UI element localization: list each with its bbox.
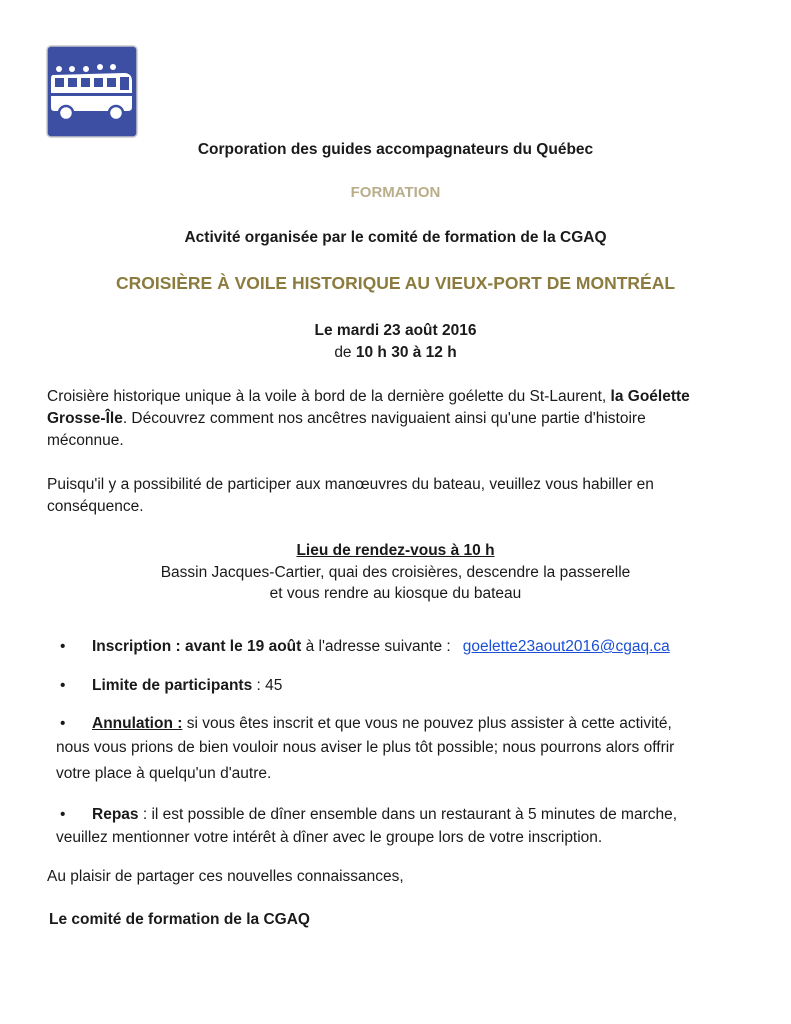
location-heading: Lieu de rendez-vous à 10 h (296, 542, 495, 559)
bullet-annulation: • (60, 715, 66, 732)
meal-line-2: veuillez mentionner votre intérêt à dîner avec le groupe lors de votre inscription. (56, 829, 603, 846)
bullet-inscription: • (60, 638, 66, 655)
boat-name-part1: la Goélette (610, 388, 690, 405)
organization-name: Corporation des guides accompagnateurs du Québec (197, 141, 594, 158)
event-time-range: 10 h 30 à 12 h (355, 344, 457, 361)
participant-limit-item: Limite de participants : 45 (92, 677, 283, 694)
cancellation-item: Annulation : si vous êtes inscrit et que vous ne pouvez plus assister à cette activité, (92, 715, 672, 732)
section-label: FORMATION (350, 184, 441, 201)
meal-item: Repas : il est possible de dîner ensemble dans un restaurant à 5 minutes de marche, (92, 806, 678, 823)
bullet-repas: • (60, 806, 66, 823)
activity-subtitle: Activité organisée par le comité de formation de la CGAQ (184, 229, 607, 246)
cancellation-line-2: nous vous prions de bien vouloir nous aviser le plus tôt possible; nous pourrons alors offrir (56, 739, 675, 756)
clothing-paragraph: Puisqu'il y a possibilité de participer aux manœuvres du bateau, veuillez vous habiller en conséquence. (47, 476, 654, 515)
location-line-2: et vous rendre au kiosque du bateau (269, 585, 522, 602)
page-title: CROISIÈRE À VOILE HISTORIQUE AU VIEUX-PORT DE MONTRÉAL (115, 273, 676, 293)
event-time: de 10 h 30 à 12 h (334, 344, 457, 361)
closing-line: Au plaisir de partager ces nouvelles connaissances, (47, 868, 404, 885)
boat-name-part2: Grosse-Île (47, 410, 123, 427)
bullet-limite: • (60, 677, 66, 694)
cancellation-line-3: votre place à quelqu'un d'autre. (56, 765, 272, 782)
registration-email-link[interactable]: goelette23aout2016@cgaq.ca (462, 638, 670, 655)
inscription-item: Inscription : avant le 19 août à l'adresse suivante : goelette23aout2016@cgaq.ca (92, 638, 670, 655)
event-date: Le mardi 23 août 2016 (314, 322, 477, 339)
bus-logo (46, 45, 138, 138)
location-line-1: Bassin Jacques-Cartier, quai des croisières, descendre la passerelle (160, 564, 631, 581)
signature: Le comité de formation de la CGAQ (49, 911, 310, 928)
intro-paragraph: Croisière historique unique à la voile à bord de la dernière goélette du St-Laurent, la Goélette Grosse-Île. Découvrez comment nos ancêtres naviguaient ainsi qu'une partie d'histoire méconnue. (47, 388, 690, 449)
